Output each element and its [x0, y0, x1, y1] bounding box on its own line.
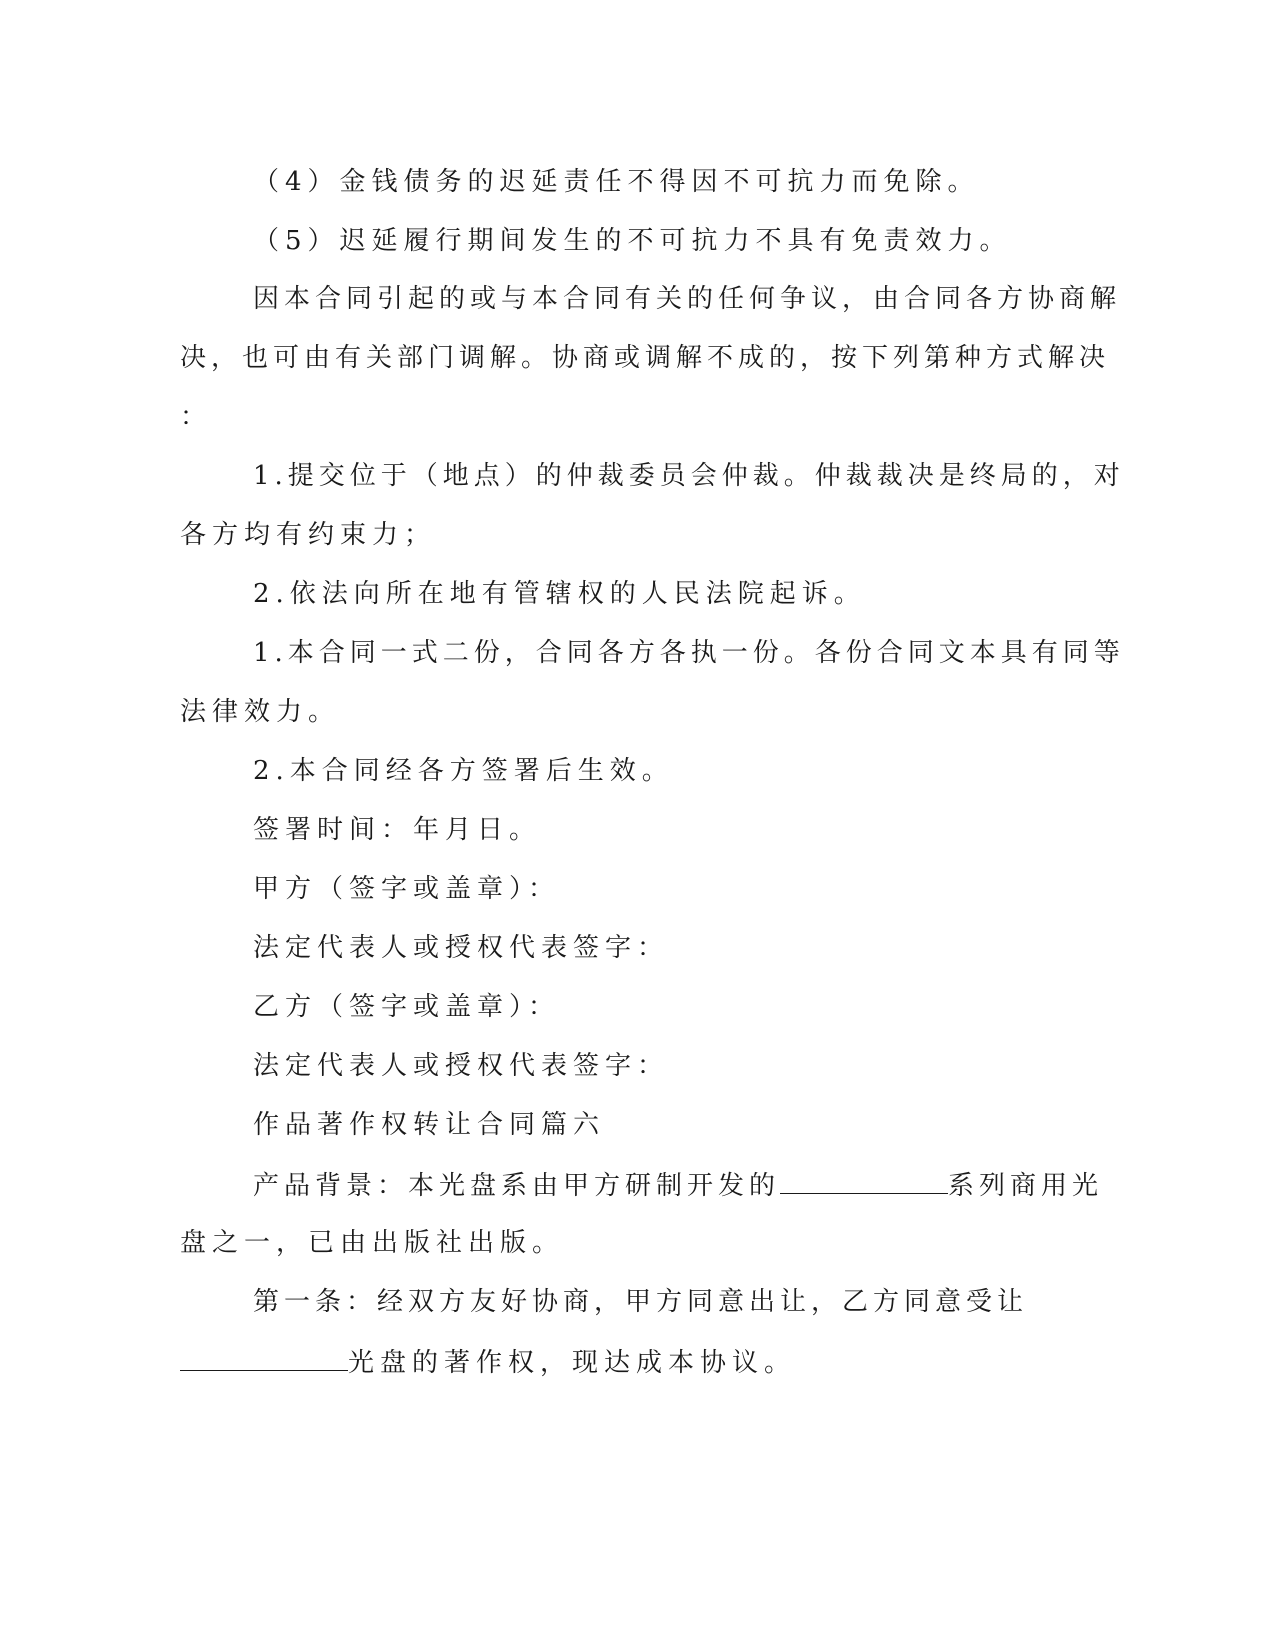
article-one-line-2	[180, 1344, 796, 1380]
party-b-representative-signature: 法定代表人或授权代表签字：	[253, 1051, 670, 1081]
product-background-text: 产品背景：本光盘系由甲方研制开发的	[253, 1171, 781, 1201]
product-background-text-end: 系列商用光	[948, 1171, 1104, 1201]
litigation-item: 2.依法向所在地有管辖权的人民法院起诉。	[253, 579, 866, 609]
clause-force-majeure-4: （4）金钱债务的迟延责任不得因不可抗力而免除。	[253, 167, 980, 197]
fill-in-blank	[180, 1344, 348, 1371]
product-background-line-2: 盘之一，已由出版社出版。	[180, 1228, 565, 1258]
article-one-text: 光盘的著作权，现达成本协议。	[348, 1348, 797, 1378]
clause-force-majeure-5: （5）迟延履行期间发生的不可抗力不具有免责效力。	[253, 226, 1012, 256]
party-b-signature: 乙方（签字或盖章）：	[253, 992, 561, 1022]
product-background-line-1	[253, 1167, 1103, 1203]
section-heading: 作品著作权转让合同篇六	[253, 1110, 606, 1140]
dispute-paragraph-line-2: 决，也可由有关部门调解。协商或调解不成的，按下列第种方式解决	[180, 343, 1111, 373]
copies-clause-line-2: 法律效力。	[180, 697, 341, 727]
party-a-signature: 甲方（签字或盖章）：	[253, 874, 561, 904]
dispute-paragraph-line-1: 因本合同引起的或与本合同有关的任何争议，由合同各方协商解	[253, 284, 1122, 314]
party-a-representative-signature: 法定代表人或授权代表签字：	[253, 933, 670, 963]
article-one-line-1: 第一条：经双方友好协商，甲方同意出让，乙方同意受让	[253, 1287, 1029, 1317]
signing-date: 签署时间：年月日。	[253, 815, 542, 845]
fill-in-blank	[780, 1167, 948, 1194]
effective-clause: 2.本合同经各方签署后生效。	[253, 756, 674, 786]
dispute-paragraph-line-3: ：	[180, 402, 213, 432]
arbitration-item-line-1: 1.提交位于（地点）的仲裁委员会仲裁。仲裁裁决是终局的，对	[253, 461, 1125, 491]
copies-clause-line-1: 1.本合同一式二份，合同各方各执一份。各份合同文本具有同等	[253, 638, 1125, 668]
arbitration-item-line-2: 各方均有约束力；	[180, 520, 437, 550]
